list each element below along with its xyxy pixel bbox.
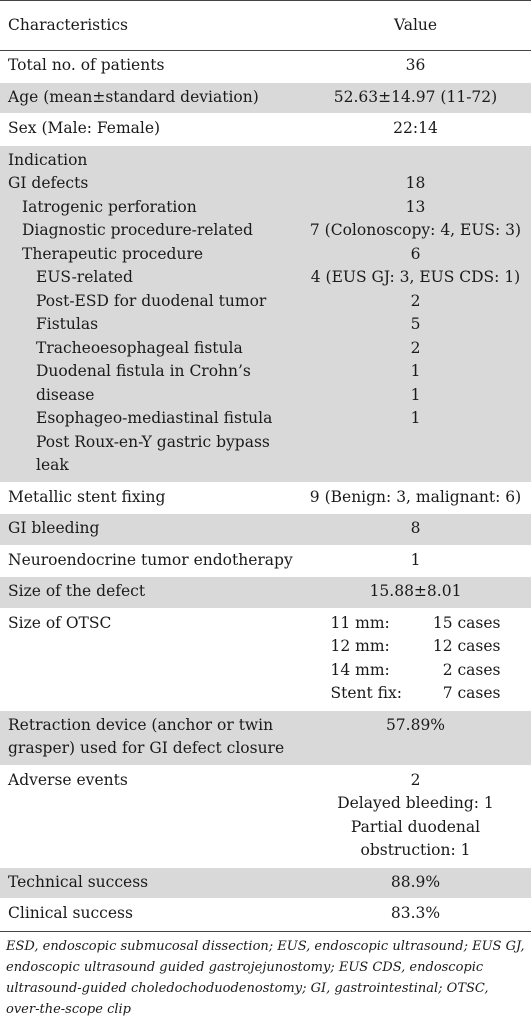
otsc-size-label: Stent fix: <box>330 684 402 702</box>
value-text: 36 <box>405 56 426 74</box>
characteristic-label: Iatrogenic perforation <box>22 197 197 216</box>
value-cell <box>300 114 531 145</box>
value-cell <box>300 899 531 930</box>
value-cell <box>300 51 531 82</box>
value-text: 9 (Benign: 3, malignant: 6) <box>309 487 522 506</box>
characteristic-cell <box>0 514 300 545</box>
characteristic-label: Post-ESD for duodenal tumor <box>36 291 267 310</box>
characteristic-cell <box>0 899 300 930</box>
value-cell <box>300 483 531 514</box>
characteristic-cell <box>0 51 300 82</box>
value-cell <box>300 711 531 765</box>
table-row <box>0 868 531 900</box>
table-row <box>0 146 531 483</box>
table-row <box>0 577 531 609</box>
value-text: 8 <box>410 519 421 537</box>
value-text: 1 <box>410 362 421 380</box>
characteristic-cell <box>0 546 300 577</box>
header-characteristics: Characteristics <box>8 15 128 34</box>
characteristic-label: Age (mean±standard deviation) <box>8 87 259 106</box>
value-text: 57.89% <box>385 715 446 734</box>
characteristic-label: Retraction device (anchor or twin <box>8 715 274 734</box>
header-value: Value <box>393 15 438 34</box>
characteristic-cell <box>0 114 300 145</box>
characteristic-label: grasper) used for GI defect closure <box>8 739 285 757</box>
characteristic-label: GI bleeding <box>8 519 100 537</box>
table-row <box>0 51 531 83</box>
value-text: 2 <box>410 338 421 357</box>
otsc-size-label: 12 mm: <box>330 637 390 655</box>
value-text: 83.3% <box>390 904 441 922</box>
table-row <box>0 546 531 578</box>
value-text <box>300 149 531 173</box>
characteristic-label: Therapeutic procedure <box>22 244 204 263</box>
value-text: 2 <box>410 770 421 789</box>
value-text: 1 <box>410 409 421 427</box>
otsc-size-count: 7 cases <box>442 684 501 702</box>
characteristic-cell <box>0 868 300 899</box>
characteristic-label: Total no. of patients <box>8 56 165 74</box>
value-text: 4 (EUS GJ: 3, EUS CDS: 1) <box>310 268 521 286</box>
characteristic-cell <box>0 83 300 114</box>
table-row <box>0 483 531 515</box>
characteristic-label: Tracheoesophageal fistula <box>36 338 243 357</box>
value-cell <box>300 868 531 899</box>
value-text: 1 <box>410 385 421 404</box>
characteristic-cell <box>0 766 300 867</box>
value-text: 7 (Colonoscopy: 4, EUS: 3) <box>309 221 522 239</box>
characteristic-label: Metallic stent fixing <box>8 487 166 506</box>
characteristic-cell <box>0 609 300 710</box>
value-text: 88.9% <box>390 872 441 891</box>
value-text: obstruction: 1 <box>360 841 471 859</box>
characteristic-label: Neuroendocrine tumor endotherapy <box>8 550 293 569</box>
characteristic-cell <box>0 483 300 514</box>
value-text: 2 <box>410 291 421 310</box>
table-row <box>0 114 531 146</box>
table-row <box>0 83 531 115</box>
value-text: 22:14 <box>393 119 438 137</box>
table-header <box>0 0 531 51</box>
characteristic-label: Fistulas <box>36 315 99 333</box>
value-text: 13 <box>405 197 426 216</box>
otsc-size-label: 11 mm: <box>330 613 390 632</box>
characteristic-label: Diagnostic procedure-related <box>22 221 253 239</box>
value-cell <box>300 146 531 482</box>
value-text: Partial duodenal <box>350 817 481 836</box>
characteristic-label: Post Roux-en-Y gastric bypass leak <box>36 432 270 474</box>
value-text: 6 <box>410 244 421 263</box>
table-row <box>0 766 531 868</box>
value-cell <box>300 577 531 608</box>
characteristic-label: Sex (Male: Female) <box>8 119 161 137</box>
characteristic-label: Adverse events <box>8 770 128 789</box>
characteristic-label: Esophageo-mediastinal fistula <box>36 409 273 427</box>
table-row <box>0 514 531 546</box>
value-cell <box>300 83 531 114</box>
value-text: 5 <box>410 315 421 333</box>
otsc-size-count: 12 cases <box>432 637 501 655</box>
otsc-size-grid <box>300 612 531 706</box>
table-row <box>0 899 531 931</box>
value-text: 1 <box>410 550 421 569</box>
otsc-size-count: 15 cases <box>432 613 501 632</box>
value-text: 52.63±14.97 (11-72) <box>333 87 498 106</box>
characteristic-label: Clinical success <box>8 904 133 922</box>
otsc-size-count: 2 cases <box>442 660 501 679</box>
characteristic-label: Size of OTSC <box>8 613 112 632</box>
characteristic-cell <box>0 711 300 765</box>
characteristic-label: Indication <box>8 150 88 169</box>
otsc-size-label: 14 mm: <box>330 660 390 679</box>
characteristic-label: Technical success <box>8 872 149 891</box>
characteristic-label: GI defects <box>8 174 89 192</box>
value-cell <box>300 514 531 545</box>
table-row <box>0 711 531 766</box>
value-text: 18 <box>405 174 426 192</box>
table-row <box>0 609 531 711</box>
characteristic-label: Duodenal fistula in Crohn’s disease <box>36 362 251 404</box>
table-body <box>0 51 531 931</box>
value-cell <box>300 609 531 710</box>
value-cell <box>300 546 531 577</box>
characteristic-cell <box>0 146 300 482</box>
table-footnote: ESD, endoscopic submucosal dissection; EUS, endoscopic ultrasound; EUS GJ, endoscopic ultrasound guided gastrojejunostomy; EUS CDS, endoscopic ultrasound-guided choledochoduodenostomy; GI, gastrointestinal; OTSC, over-the-scope clip <box>0 931 531 1020</box>
characteristic-label: EUS-related <box>36 268 133 286</box>
value-text: 15.88±8.01 <box>369 582 462 600</box>
value-cell <box>300 766 531 867</box>
characteristic-label: Size of the defect <box>8 582 146 600</box>
characteristic-cell <box>0 577 300 608</box>
value-text: Delayed bleeding: 1 <box>337 794 494 812</box>
